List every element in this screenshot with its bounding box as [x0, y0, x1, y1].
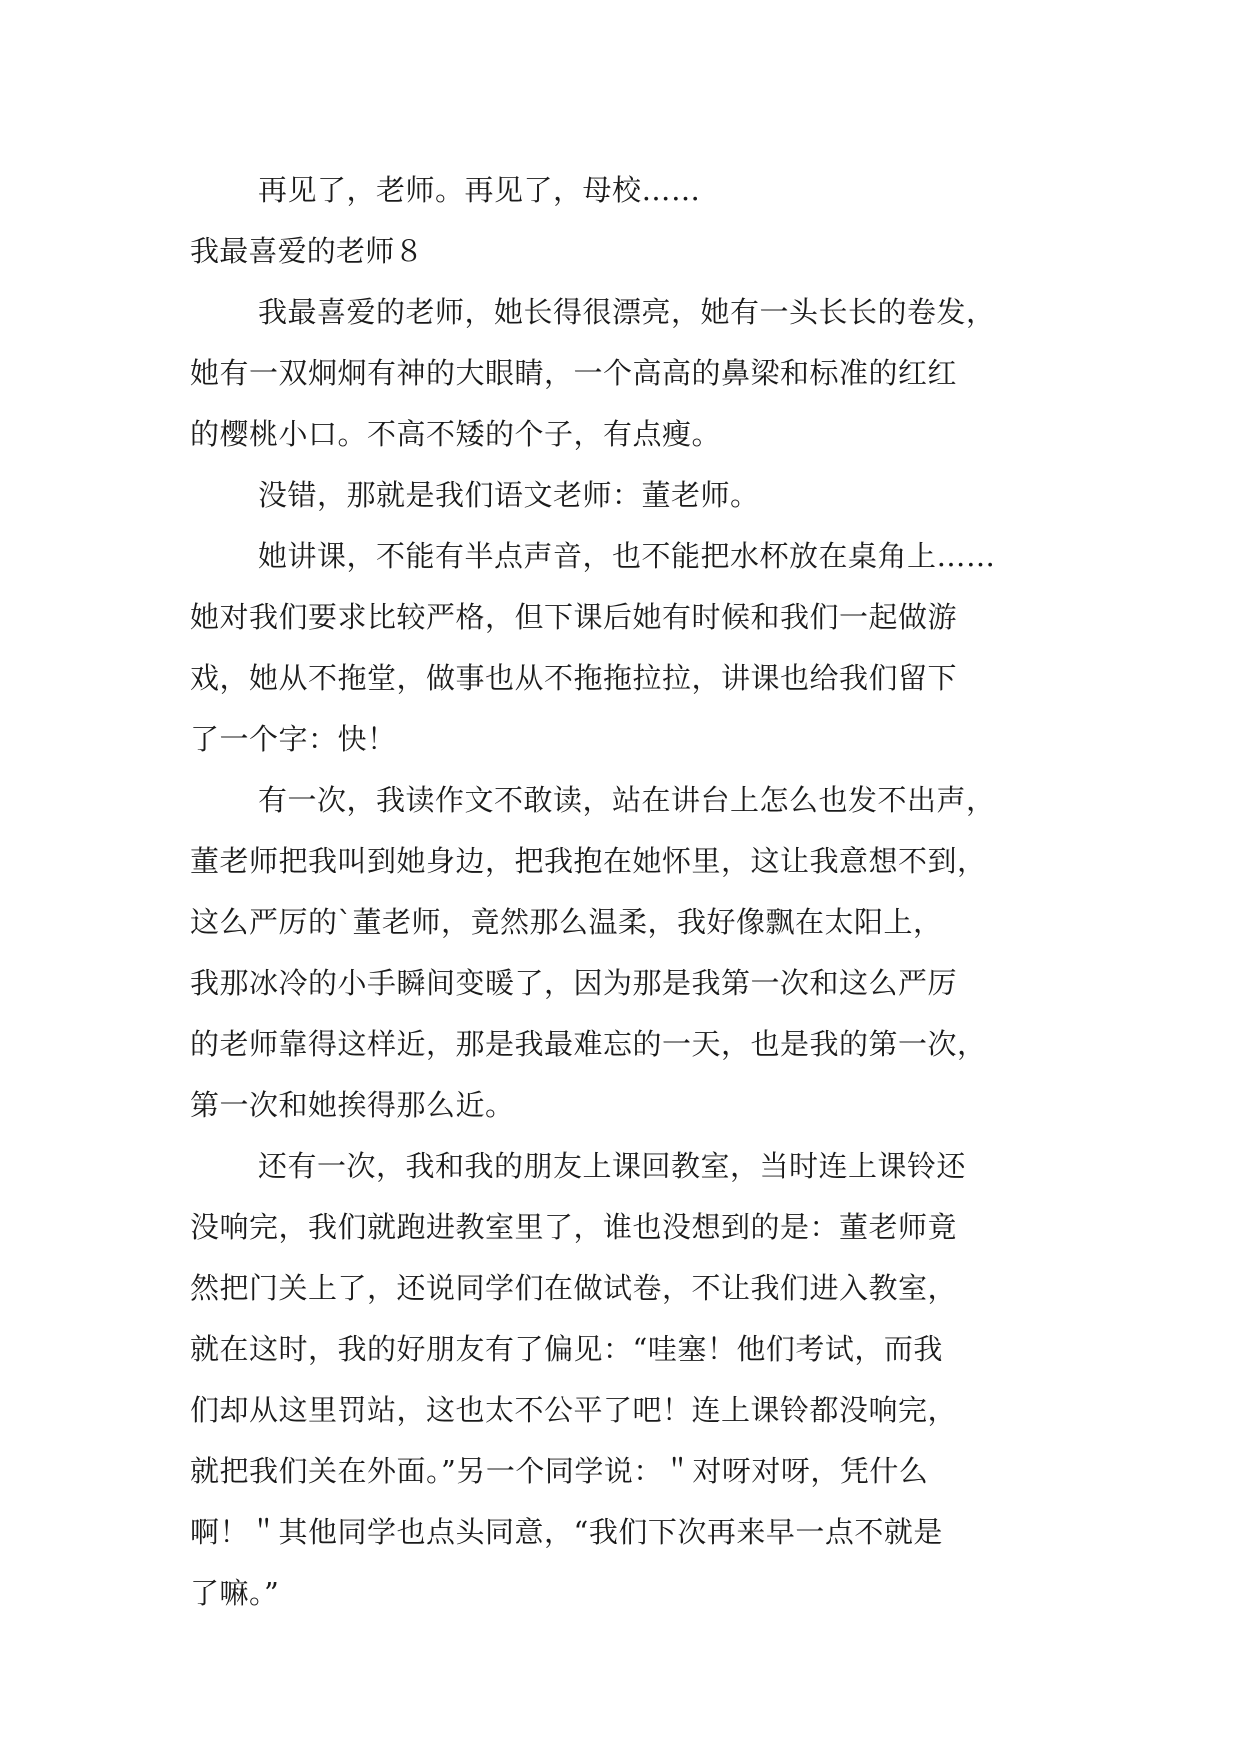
text-line: 了一个字：快！: [190, 722, 397, 756]
text-line: 这么严厉的`董老师，竟然那么温柔，我好像飘在太阳上，: [190, 905, 943, 939]
text-line: 没响完，我们就跑进教室里了，谁也没想到的是：董老师竟: [190, 1210, 958, 1244]
text-line: 的老师靠得这样近，那是我最难忘的一天，也是我的第一次，: [190, 1027, 987, 1061]
text-line: 就把我们关在外面。”另一个同学说：＂对呀对呀，凭什么: [190, 1454, 929, 1488]
text-line: 她对我们要求比较严格，但下课后她有时候和我们一起做游: [190, 600, 958, 634]
text-line: 我最喜爱的老师，她长得很漂亮，她有一头长长的卷发，: [258, 295, 996, 329]
text-line: 再见了，老师。再见了，母校……: [258, 173, 701, 207]
text-line: 我那冰冷的小手瞬间变暖了，因为那是我第一次和这么严厉: [190, 966, 958, 1000]
text-line: 有一次，我读作文不敢读，站在讲台上怎么也发不出声，: [258, 783, 996, 817]
text-line: 没错，那就是我们语文老师：董老师。: [258, 478, 760, 512]
text-line: 的樱桃小口。不高不矮的个子，有点瘦。: [190, 417, 722, 451]
text-line: 了嘛。”: [190, 1576, 280, 1610]
text-line: 她讲课，不能有半点声音，也不能把水杯放在桌角上……: [258, 539, 996, 573]
section-heading: 我最喜爱的老师８: [190, 234, 424, 268]
text-line: 就在这时，我的好朋友有了偏见：“哇塞！他们考试，而我: [190, 1332, 943, 1366]
text-line: 戏，她从不拖堂，做事也从不拖拖拉拉，讲课也给我们留下: [190, 661, 958, 695]
text-line: 啊！＂其他同学也点头同意，“我们下次再来早一点不就是: [190, 1515, 943, 1549]
text-line: 然把门关上了，还说同学们在做试卷，不让我们进入教室，: [190, 1271, 958, 1305]
text-line: 第一次和她挨得那么近。: [190, 1088, 515, 1122]
text-line: 她有一双炯炯有神的大眼睛，一个高高的鼻梁和标准的红红: [190, 356, 958, 390]
text-line: 们却从这里罚站，这也太不公平了吧！连上课铃都没响完，: [190, 1393, 958, 1427]
document-body: [190, 160, 1050, 1624]
text-line: 还有一次，我和我的朋友上课回教室，当时连上课铃还: [258, 1149, 967, 1183]
text-line: 董老师把我叫到她身边，把我抱在她怀里，这让我意想不到，: [190, 844, 987, 878]
